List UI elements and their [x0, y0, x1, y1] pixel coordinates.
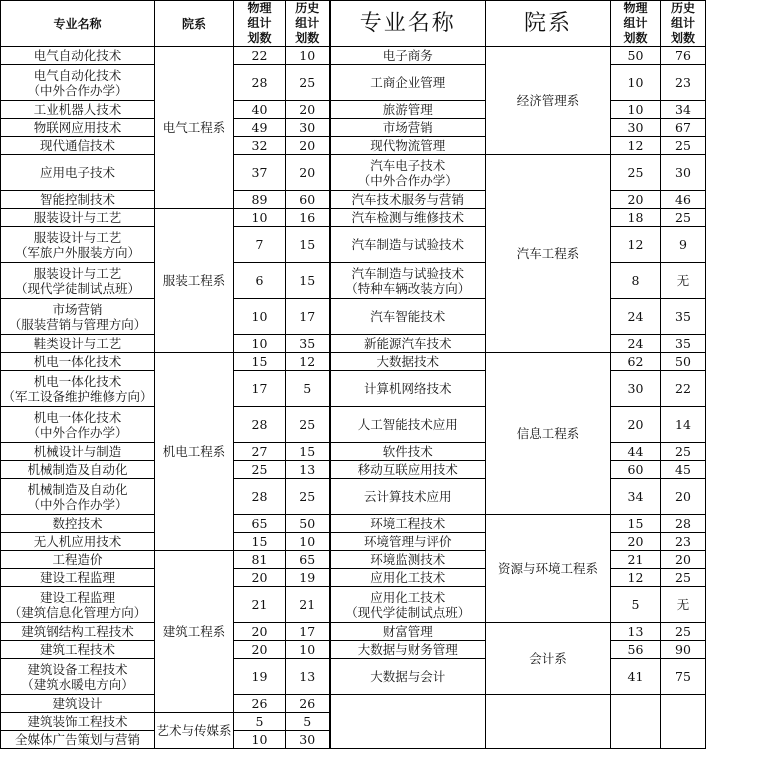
history-plan: 67: [661, 119, 706, 137]
history-plan: 19: [286, 569, 330, 587]
physics-plan: 22: [234, 47, 286, 65]
header-right-history: [661, 1, 706, 47]
physics-plan: 60: [611, 461, 661, 479]
history-plan: 25: [661, 137, 706, 155]
major-name: 无人机应用技术: [1, 533, 155, 551]
major-name: 软件技术: [330, 443, 486, 461]
major-name: 机电一体化技术 （军工设备维护维修方向）: [1, 371, 155, 407]
physics-plan: 24: [611, 335, 661, 353]
physics-plan: 17: [234, 371, 286, 407]
major-name: 建设工程监理 （建筑信息化管理方向）: [1, 587, 155, 623]
physics-plan: 62: [611, 353, 661, 371]
history-plan: 20: [661, 479, 706, 515]
physics-plan: 20: [234, 641, 286, 659]
history-plan: 35: [661, 335, 706, 353]
history-plan: 25: [661, 443, 706, 461]
history-plan: 15: [286, 227, 330, 263]
physics-plan: 30: [611, 119, 661, 137]
physics-plan: 21: [611, 551, 661, 569]
physics-plan: 10: [234, 731, 286, 749]
major-name: 建设工程监理: [1, 569, 155, 587]
history-plan-empty: [661, 695, 706, 749]
major-name-empty: [330, 695, 486, 749]
major-name: 建筑设计: [1, 695, 155, 713]
physics-plan: 12: [611, 227, 661, 263]
history-plan: 25: [286, 407, 330, 443]
physics-plan: 15: [234, 533, 286, 551]
physics-plan: 20: [234, 623, 286, 641]
history-plan: 46: [661, 191, 706, 209]
header-right-physics: [611, 1, 661, 47]
major-name: 应用电子技术: [1, 155, 155, 191]
history-plan: 15: [286, 263, 330, 299]
physics-plan: 34: [611, 479, 661, 515]
physics-plan: 30: [611, 371, 661, 407]
major-name: 机械设计与制造: [1, 443, 155, 461]
major-name: 计算机网络技术: [330, 371, 486, 407]
major-name: 汽车检测与维修技术: [330, 209, 486, 227]
header-right-physics-text: 物理组计划数: [623, 1, 648, 45]
physics-plan: 10: [234, 335, 286, 353]
physics-plan: 5: [611, 587, 661, 623]
history-plan: 25: [286, 479, 330, 515]
major-name: 机械制造及自动化 （中外合作办学）: [1, 479, 155, 515]
physics-plan: 25: [611, 155, 661, 191]
physics-plan: 6: [234, 263, 286, 299]
history-plan: 5: [286, 713, 330, 731]
physics-plan: 10: [234, 299, 286, 335]
major-name: 汽车技术服务与营销: [330, 191, 486, 209]
history-plan: 90: [661, 641, 706, 659]
physics-plan: 28: [234, 479, 286, 515]
physics-plan: 20: [234, 569, 286, 587]
history-plan: 22: [661, 371, 706, 407]
header-right-dept: 院系: [486, 1, 611, 47]
physics-plan: 89: [234, 191, 286, 209]
major-name: 应用化工技术: [330, 569, 486, 587]
major-name: 鞋类设计与工艺: [1, 335, 155, 353]
major-name: 全媒体广告策划与营销: [1, 731, 155, 749]
table-row: [1, 623, 706, 641]
history-plan: 65: [286, 551, 330, 569]
major-name: 新能源汽车技术: [330, 335, 486, 353]
history-plan: 25: [661, 569, 706, 587]
major-name: 服装设计与工艺: [1, 209, 155, 227]
major-name: 电气自动化技术 （中外合作办学）: [1, 65, 155, 101]
history-plan: 20: [661, 551, 706, 569]
history-plan: 15: [286, 443, 330, 461]
major-name: 移动互联应用技术: [330, 461, 486, 479]
history-plan: 28: [661, 515, 706, 533]
major-name: 建筑钢结构工程技术: [1, 623, 155, 641]
history-plan: 10: [286, 641, 330, 659]
major-name: 人工智能技术应用: [330, 407, 486, 443]
header-left-physics: [234, 1, 286, 47]
major-name: 机械制造及自动化: [1, 461, 155, 479]
department-name: 会计系: [486, 623, 611, 695]
history-plan: 5: [286, 371, 330, 407]
table-row: [1, 695, 706, 713]
major-name: 大数据与财务管理: [330, 641, 486, 659]
history-plan: 50: [286, 515, 330, 533]
history-plan: 75: [661, 659, 706, 695]
major-name: 汽车制造与试验技术: [330, 227, 486, 263]
major-name: 电气自动化技术: [1, 47, 155, 65]
department-name: 经济管理系: [486, 47, 611, 155]
major-name: 建筑设备工程技术 （建筑水暖电方向）: [1, 659, 155, 695]
history-plan: 76: [661, 47, 706, 65]
major-name: 物联网应用技术: [1, 119, 155, 137]
physics-plan: 12: [611, 569, 661, 587]
table-row: [1, 155, 706, 191]
physics-plan: 5: [234, 713, 286, 731]
major-name: 数控技术: [1, 515, 155, 533]
history-plan: 13: [286, 461, 330, 479]
history-plan: 60: [286, 191, 330, 209]
physics-plan: 50: [611, 47, 661, 65]
physics-plan: 65: [234, 515, 286, 533]
major-name: 服装设计与工艺 （军旅户外服装方向）: [1, 227, 155, 263]
history-plan: 25: [661, 209, 706, 227]
history-plan: 无: [661, 587, 706, 623]
major-name: 汽车制造与试验技术 （特种车辆改装方向）: [330, 263, 486, 299]
major-name: 建筑装饰工程技术: [1, 713, 155, 731]
physics-plan: 10: [234, 209, 286, 227]
physics-plan: 40: [234, 101, 286, 119]
history-plan: 16: [286, 209, 330, 227]
physics-plan: 26: [234, 695, 286, 713]
history-plan: 10: [286, 47, 330, 65]
major-name: 大数据技术: [330, 353, 486, 371]
physics-plan: 15: [234, 353, 286, 371]
department-name: 机电工程系: [155, 353, 234, 551]
department-name: 信息工程系: [486, 353, 611, 515]
physics-plan: 20: [611, 533, 661, 551]
major-name: 环境监测技术: [330, 551, 486, 569]
history-plan: 45: [661, 461, 706, 479]
header-left-physics-text: 物理组计划数: [247, 1, 272, 45]
history-plan: 26: [286, 695, 330, 713]
major-name: 现代物流管理: [330, 137, 486, 155]
history-plan: 20: [286, 155, 330, 191]
physics-plan-empty: [611, 695, 661, 749]
history-plan: 无: [661, 263, 706, 299]
major-name: 财富管理: [330, 623, 486, 641]
physics-plan: 56: [611, 641, 661, 659]
physics-plan: 81: [234, 551, 286, 569]
history-plan: 30: [286, 119, 330, 137]
physics-plan: 20: [611, 407, 661, 443]
major-name: 电子商务: [330, 47, 486, 65]
history-plan: 35: [661, 299, 706, 335]
table-row: [1, 47, 706, 65]
department-name: 电气工程系: [155, 47, 234, 209]
physics-plan: 13: [611, 623, 661, 641]
department-name: 艺术与传媒系: [155, 713, 234, 749]
physics-plan: 15: [611, 515, 661, 533]
history-plan: 13: [286, 659, 330, 695]
major-name: 汽车电子技术 （中外合作办学）: [330, 155, 486, 191]
physics-plan: 12: [611, 137, 661, 155]
physics-plan: 27: [234, 443, 286, 461]
physics-plan: 21: [234, 587, 286, 623]
header-left-history-text: 历史组计划数: [295, 1, 320, 45]
history-plan: 20: [286, 101, 330, 119]
history-plan: 9: [661, 227, 706, 263]
header-right-major: 专业名称: [330, 1, 486, 47]
major-name: 机电一体化技术: [1, 353, 155, 371]
history-plan: 17: [286, 299, 330, 335]
physics-plan: 8: [611, 263, 661, 299]
physics-plan: 37: [234, 155, 286, 191]
physics-plan: 32: [234, 137, 286, 155]
department-name: 服装工程系: [155, 209, 234, 353]
header-row: [1, 1, 706, 47]
major-name: 云计算技术应用: [330, 479, 486, 515]
history-plan: 20: [286, 137, 330, 155]
history-plan: 30: [286, 731, 330, 749]
physics-plan: 44: [611, 443, 661, 461]
major-name: 市场营销 （服装营销与管理方向）: [1, 299, 155, 335]
major-name: 旅游管理: [330, 101, 486, 119]
header-left-history: [286, 1, 330, 47]
header-right-history-text: 历史组计划数: [670, 1, 695, 45]
physics-plan: 10: [611, 65, 661, 101]
physics-plan: 28: [234, 407, 286, 443]
physics-plan: 41: [611, 659, 661, 695]
department-name: 建筑工程系: [155, 551, 234, 713]
history-plan: 35: [286, 335, 330, 353]
major-name: 工商企业管理: [330, 65, 486, 101]
major-name: 应用化工技术 （现代学徒制试点班）: [330, 587, 486, 623]
major-name: 现代通信技术: [1, 137, 155, 155]
physics-plan: 49: [234, 119, 286, 137]
major-name: 服装设计与工艺 （现代学徒制试点班）: [1, 263, 155, 299]
department-name: 资源与环境工程系: [486, 515, 611, 623]
physics-plan: 7: [234, 227, 286, 263]
history-plan: 50: [661, 353, 706, 371]
physics-plan: 24: [611, 299, 661, 335]
major-name: 环境管理与评价: [330, 533, 486, 551]
history-plan: 25: [661, 623, 706, 641]
physics-plan: 28: [234, 65, 286, 101]
history-plan: 12: [286, 353, 330, 371]
department-name-empty: [486, 695, 611, 749]
table-row: [1, 353, 706, 371]
physics-plan: 19: [234, 659, 286, 695]
physics-plan: 25: [234, 461, 286, 479]
header-left-dept: 院系: [155, 1, 234, 47]
major-name: 智能控制技术: [1, 191, 155, 209]
table-row: [1, 515, 706, 533]
history-plan: 21: [286, 587, 330, 623]
history-plan: 30: [661, 155, 706, 191]
header-left-major: 专业名称: [1, 1, 155, 47]
major-name: 市场营销: [330, 119, 486, 137]
department-name: 汽车工程系: [486, 155, 611, 353]
history-plan: 34: [661, 101, 706, 119]
physics-plan: 18: [611, 209, 661, 227]
major-name: 环境工程技术: [330, 515, 486, 533]
history-plan: 23: [661, 65, 706, 101]
major-name: 汽车智能技术: [330, 299, 486, 335]
major-name: 工程造价: [1, 551, 155, 569]
history-plan: 17: [286, 623, 330, 641]
history-plan: 10: [286, 533, 330, 551]
history-plan: 14: [661, 407, 706, 443]
major-name: 建筑工程技术: [1, 641, 155, 659]
major-name: 大数据与会计: [330, 659, 486, 695]
physics-plan: 10: [611, 101, 661, 119]
history-plan: 25: [286, 65, 330, 101]
physics-plan: 20: [611, 191, 661, 209]
history-plan: 23: [661, 533, 706, 551]
major-name: 工业机器人技术: [1, 101, 155, 119]
major-name: 机电一体化技术 （中外合作办学）: [1, 407, 155, 443]
